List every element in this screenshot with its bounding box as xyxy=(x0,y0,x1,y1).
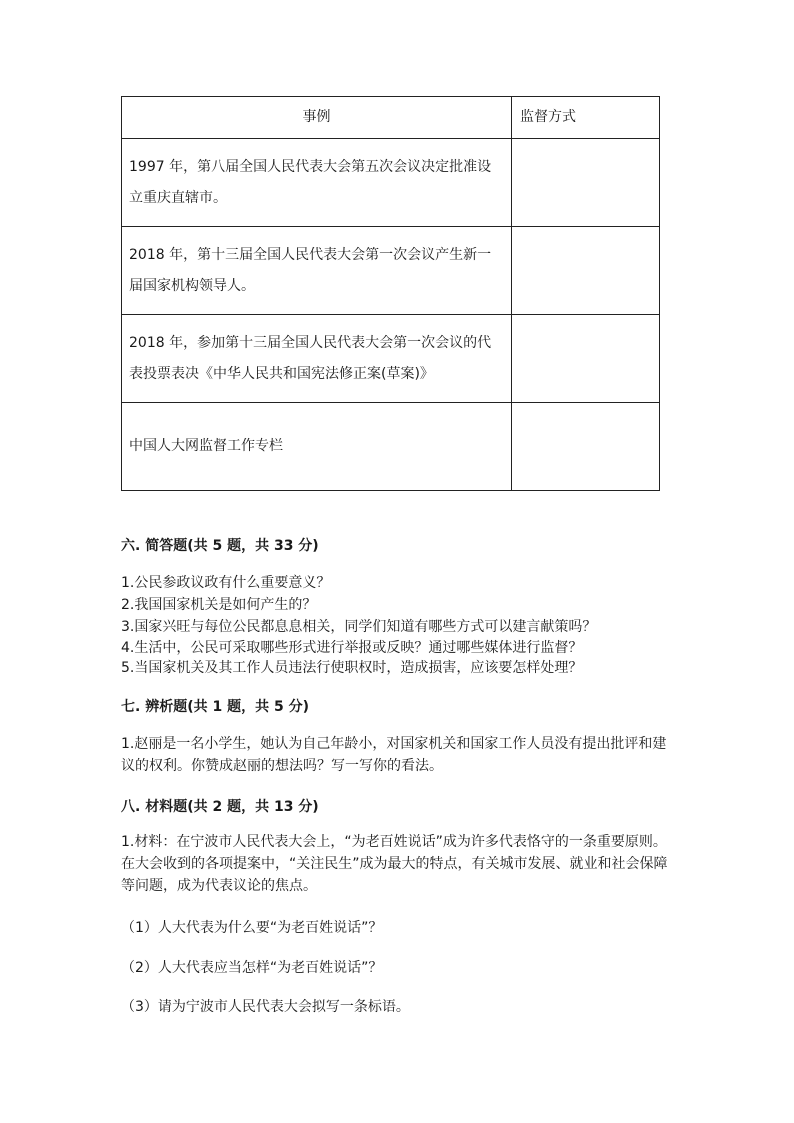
question-item: 2.我国国家机关是如何产生的？ xyxy=(121,597,317,613)
section-title-analysis: 七. 辨析题(共 1 题，共 5 分) xyxy=(121,699,309,715)
method-cell xyxy=(512,403,660,491)
example-cell: 1997 年，第八届全国人民代表大会第五次会议决定批准设立重庆直辖市。 xyxy=(122,139,512,227)
table-header-row xyxy=(122,97,660,139)
method-cell xyxy=(512,315,660,403)
table-row xyxy=(122,315,660,403)
question-item: 4.生活中，公民可采取哪些形式进行举报或反映？通过哪些媒体进行监督？ xyxy=(121,640,583,656)
section-title-short-answer: 六. 简答题(共 5 题，共 33 分) xyxy=(121,538,319,554)
example-cell: 2018 年，第十三届全国人民代表大会第一次会议产生新一届国家机构领导人。 xyxy=(122,227,512,315)
table-row xyxy=(122,227,660,315)
subquestion-item: （2）人大代表应当怎样“为老百姓说话”？ xyxy=(121,960,383,976)
method-cell xyxy=(512,227,660,315)
table-row xyxy=(122,403,660,491)
question-item: 1.公民参政议政有什么重要意义？ xyxy=(121,575,331,591)
header-example: 事例 xyxy=(122,97,512,139)
subquestion-item: （3）请为宁波市人民代表大会拟写一条标语。 xyxy=(121,999,410,1015)
question-item: 5.当国家机关及其工作人员违法行使职权时，造成损害，应该要怎样处理？ xyxy=(121,660,583,676)
question-item: 3.国家兴旺与每位公民都息息相关，同学们知道有哪些方式可以建言献策吗？ xyxy=(121,619,597,635)
analysis-question: 1.赵丽是一名小学生，她认为自己年龄小，对国家机关和国家工作人员没有提出批评和建议的权利。你赞成赵丽的想法吗？写一写你的看法。 xyxy=(121,736,667,774)
subquestion-item: （1）人大代表为什么要“为老百姓说话”？ xyxy=(121,920,383,936)
example-cell: 2018 年，参加第十三届全国人民代表大会第一次会议的代表投票表决《中华人民共和国宪法修正案(草案)》 xyxy=(122,315,512,403)
material-text: 1.材料：在宁波市人民代表大会上，“为老百姓说话”成为许多代表恪守的一条重要原则。在大会收到的各项提案中，“关注民生”成为最大的特点，有关城市发展、就业和社会保障等问题，成为代表议论的焦点。 xyxy=(121,834,668,894)
example-cell: 中国人大网监督工作专栏 xyxy=(122,403,512,491)
method-cell xyxy=(512,139,660,227)
header-method: 监督方式 xyxy=(512,97,660,139)
section-title-material: 八. 材料题(共 2 题，共 13 分) xyxy=(121,799,319,815)
supervision-table xyxy=(121,96,660,491)
table-row xyxy=(122,139,660,227)
